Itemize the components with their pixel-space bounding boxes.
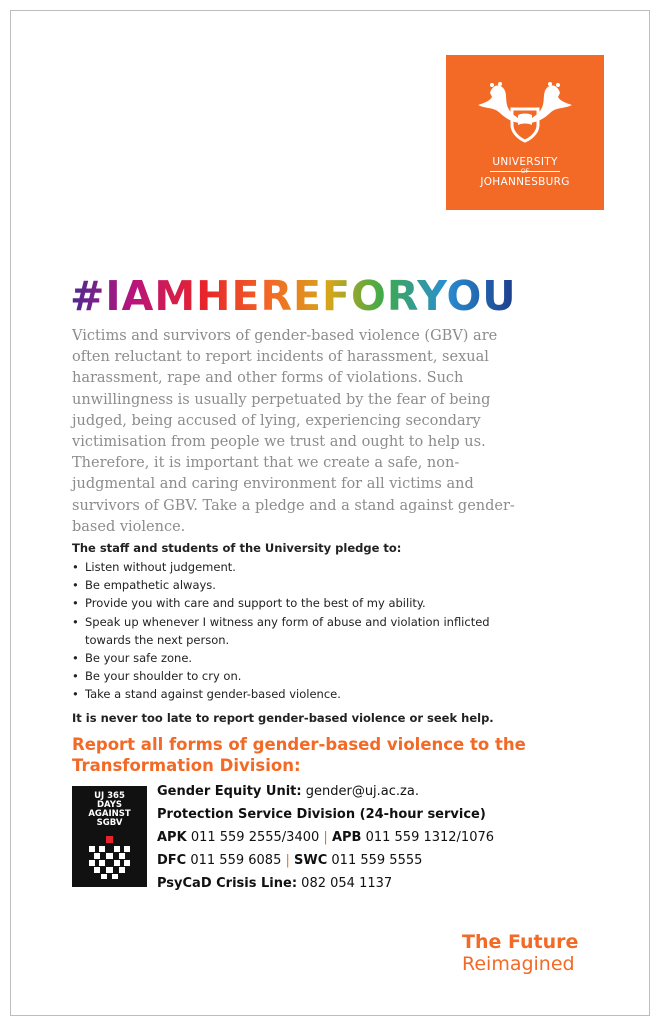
university-logo [446, 55, 604, 210]
intro-paragraph: Victims and survivors of gender-based violence (GBV) are often reluctant to report incidents of harassment, sexual harassment, rape and other forms of violations. Such unwillingness is usually perpetuated by the fear of being judged, being accused of lying, experiencing secondary victimisation from people we trust and ought to help us. Therefore, it is important that we create a safe, non-judgmental and caring environment for all victims and survivors of GBV. Take a pledge and a stand against gender-based violence. [72, 328, 515, 535]
uj-365-badge [72, 786, 147, 887]
never-too-late-note: It is never too late to report gender-based violence or seek help. [72, 711, 494, 725]
pledge-heading: The staff and students of the University pledge to: [72, 541, 402, 555]
gender-equity-label: Gender Equity Unit: [157, 784, 302, 799]
separator: | [285, 853, 290, 868]
pledge-item: • Provide you with care and support to the best of my ability. [72, 594, 542, 612]
logo-text-university: UNIVERSITY [492, 156, 558, 168]
badge-line-3: AGAINST [88, 809, 131, 819]
apk-phone[interactable]: 011 559 2555/3400 [190, 830, 320, 845]
gender-equity-email[interactable]: gender@uj.ac.za. [305, 784, 419, 799]
tagline-line-2: Reimagined [462, 953, 575, 975]
uj-crest-icon [470, 79, 580, 149]
apk-apb-row [157, 826, 494, 849]
logo-text-johannesburg: JOHANNESBURG [480, 176, 570, 188]
swc-label: SWC [294, 853, 328, 868]
pledge-item: • Be your safe zone. [72, 649, 542, 667]
tagline-line-1: The Future [462, 931, 579, 953]
logo-text-of: OF [520, 168, 530, 175]
badge-line-2: DAYS [96, 800, 123, 810]
badge-line-4: SGBV [96, 818, 123, 828]
report-heading: Report all forms of gender-based violence to the Transformation Division: [72, 735, 526, 775]
dfc-label: DFC [157, 853, 187, 868]
gender-equity-row [157, 780, 494, 803]
pledge-item: • Speak up whenever I witness any form of abuse and violation inflicted towards the next person. [72, 613, 542, 649]
hashtag-heading: #IAMHEREFORYOU [70, 272, 517, 320]
apb-label: APB [331, 830, 362, 845]
pledge-item: • Be empathetic always. [72, 576, 542, 594]
tagline [462, 931, 578, 975]
psycad-phone[interactable]: 082 054 1137 [301, 876, 393, 891]
psycad-label: PsyCaD Crisis Line: [157, 876, 298, 891]
pledge-item: • Be your shoulder to cry on. [72, 667, 542, 685]
separator: | [323, 830, 328, 845]
psycad-row [157, 872, 494, 895]
protection-service-label: Protection Service Division (24-hour service) [157, 807, 486, 822]
apk-label: APK [157, 830, 187, 845]
contact-details [157, 780, 494, 895]
badge-line-1: UJ 365 [94, 791, 125, 801]
protection-service-row [157, 803, 494, 826]
apb-phone[interactable]: 011 559 1312/1076 [365, 830, 495, 845]
pledge-item: • Take a stand against gender-based violence. [72, 685, 542, 703]
pixel-chevron-icon [72, 786, 147, 887]
dfc-swc-row [157, 849, 494, 872]
pledge-item: • Listen without judgement. [72, 558, 542, 576]
dfc-phone[interactable]: 011 559 6085 [190, 853, 282, 868]
swc-phone[interactable]: 011 559 5555 [331, 853, 423, 868]
pledge-list [72, 558, 542, 704]
